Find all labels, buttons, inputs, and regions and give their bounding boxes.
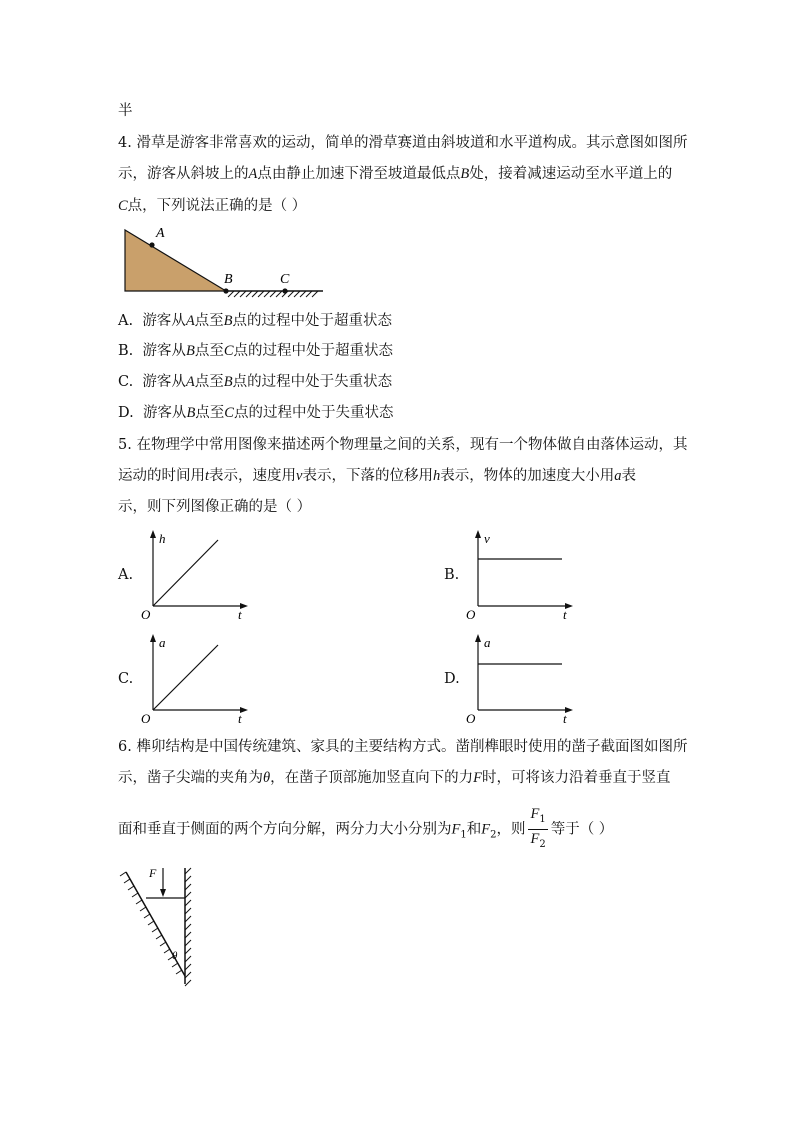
option-text: 点的过程中处于失重状态 [233,405,394,421]
frac-den-f: F [530,830,540,847]
q6-fraction [528,805,547,854]
option-text: 游客从 [142,374,186,390]
force-arrowhead [160,889,166,897]
q5-text-2d: 表示，物体的加速度大小用 [440,468,615,484]
option-point: B [186,405,196,421]
q4-point-a: A [248,166,258,182]
option-text: 点的过程中处于超重状态 [233,343,394,359]
q4-option-d[interactable] [118,403,393,423]
q4-line-1 [118,133,687,153]
q6-var-f: F [473,770,482,786]
q6-text-2a: 示，凿子尖端的夹角为 [118,770,263,786]
y-axis-arrow [150,530,156,538]
option-text: 点的过程中处于失重状态 [232,374,393,390]
x-label: t [563,607,567,622]
frac-den-sub: 2 [539,838,546,850]
option-text: 点至 [194,313,224,329]
q5-var-v: v [296,468,303,484]
option-key: A. [118,313,134,329]
q5-var-h: h [432,468,441,484]
option-text: 游客从 [142,405,187,421]
q5-line-3 [118,497,311,517]
y-axis-arrow [150,634,156,642]
point-b-dot [223,288,228,293]
q4-text-1: 滑草是游客非常喜欢的运动，简单的滑草赛道由斜坡道和水平道构成。其示意图如图所 [136,135,688,151]
y-label: a [159,635,166,650]
fig-label-b: B [224,272,233,287]
q6-text-2c: 时，可将该力沿着垂直于竖直 [481,770,671,786]
q5-line-2 [118,466,636,486]
q5-text-2a: 运动的时间用 [118,468,205,484]
q5-graph-c [138,632,258,724]
fig-label-a: A [156,226,165,241]
q6-f1: F [451,821,461,838]
origin-label: O [141,711,151,726]
q6-f1-sub: 1 [460,829,467,841]
q4-line-2 [118,164,672,184]
q6-line-2 [118,768,670,788]
q5-text-1: 在物理学中常用图像来描述两个物理量之间的关系，现有一个物体做自由落体运动，其 [136,437,688,453]
q5-var-t: t [205,468,210,484]
option-key: C. [118,374,134,390]
fig-label-c: C [280,272,290,287]
q6-text-1: 榫卯结构是中国传统建筑、家具的主要结构方式。凿削榫眼时使用的凿子截面图如图所 [136,739,688,755]
q6-text-3b: ，则 [496,821,526,838]
q6-f2: F [481,821,491,838]
q4-text-2b: 点由静止加速下滑至坡道最低点 [257,166,461,182]
point-c-dot [282,288,287,293]
x-label: t [238,711,242,726]
frac-num-sub: 1 [539,813,546,825]
continuation-text: 半 [118,103,133,119]
q5-option-b-key[interactable]: B. [444,567,460,583]
q6-line-1 [118,737,687,757]
frac-num-f: F [530,806,540,822]
origin-label: O [141,607,151,622]
option-key: B. [118,343,134,359]
q5-option-a-key[interactable]: A. [118,567,134,583]
q5-line-1 [118,435,687,455]
q4-point-c: C [118,198,128,214]
q6-number: 6. [118,739,132,755]
y-label: v [484,531,490,546]
option-point: A [185,374,195,390]
q5-text-2e: 表 [621,468,636,484]
q4-number: 4. [118,135,132,151]
ground-hatch [228,291,318,297]
q5-option-d-key[interactable]: D. [444,671,460,687]
q6-text-3c: 等于（ ） [550,821,614,838]
option-point: B [185,343,195,359]
option-point: A [185,313,195,329]
x-label: t [563,711,567,726]
fig-label-f: F [149,866,157,880]
q6-text-2b: ，在凿子顶部施加竖直向下的力 [270,770,474,786]
q6-line-3 [118,805,613,854]
q4-text-2a: 示，游客从斜坡上的 [118,166,249,182]
origin-label: O [466,607,476,622]
option-point: B [223,374,233,390]
y-axis-arrow [475,634,481,642]
q6-text-3a: 面和垂直于侧面的两个方向分解，两分力大小分别为 [118,821,452,838]
graph-line [153,540,218,606]
option-point: B [223,313,233,329]
q5-var-a: a [614,468,622,484]
q5-text-2c: 表示，下落的位移用 [302,468,433,484]
point-a-dot [149,242,154,247]
q5-text-3: 示，则下列图像正确的是（ ） [118,499,312,515]
vertical-hatch [185,868,191,986]
y-label: a [484,635,491,650]
option-key: D. [118,405,134,421]
q4-option-c[interactable] [118,372,392,392]
q4-text-2c: 处，接着减速运动至水平道上的 [469,166,673,182]
slope-shape [125,230,226,291]
q4-text-3b: 点，下列说法正确的是（ ） [127,198,307,214]
option-text: 游客从 [142,343,186,359]
q5-text-2b: 表示，速度用 [209,468,297,484]
q4-line-3 [118,196,306,216]
origin-label: O [466,711,476,726]
option-text: 游客从 [142,313,186,329]
option-point: C [224,405,234,421]
option-text: 点至 [194,374,224,390]
q5-number: 5. [118,437,132,453]
option-text: 点的过程中处于超重状态 [232,313,393,329]
graph-line [153,645,218,710]
q4-option-a[interactable] [118,311,392,331]
q5-graph-a [138,528,258,620]
q4-point-b: B [460,166,470,182]
q4-slope-figure [118,224,328,300]
q6-theta: θ [263,770,271,786]
q6-and: 和 [466,821,482,838]
x-label: t [238,607,242,622]
fig-label-theta: θ [172,950,178,962]
q6-f2-sub: 2 [490,829,497,841]
q5-graph-b [463,528,583,620]
option-text: 点至 [194,343,224,359]
q4-option-b[interactable] [118,341,393,361]
q5-graph-d [463,632,583,724]
y-axis-arrow [475,530,481,538]
y-label: h [159,531,166,546]
option-point: C [223,343,234,359]
q6-chisel-figure [118,862,208,992]
option-text: 点至 [195,405,225,421]
q5-option-c-key[interactable]: C. [118,671,134,687]
